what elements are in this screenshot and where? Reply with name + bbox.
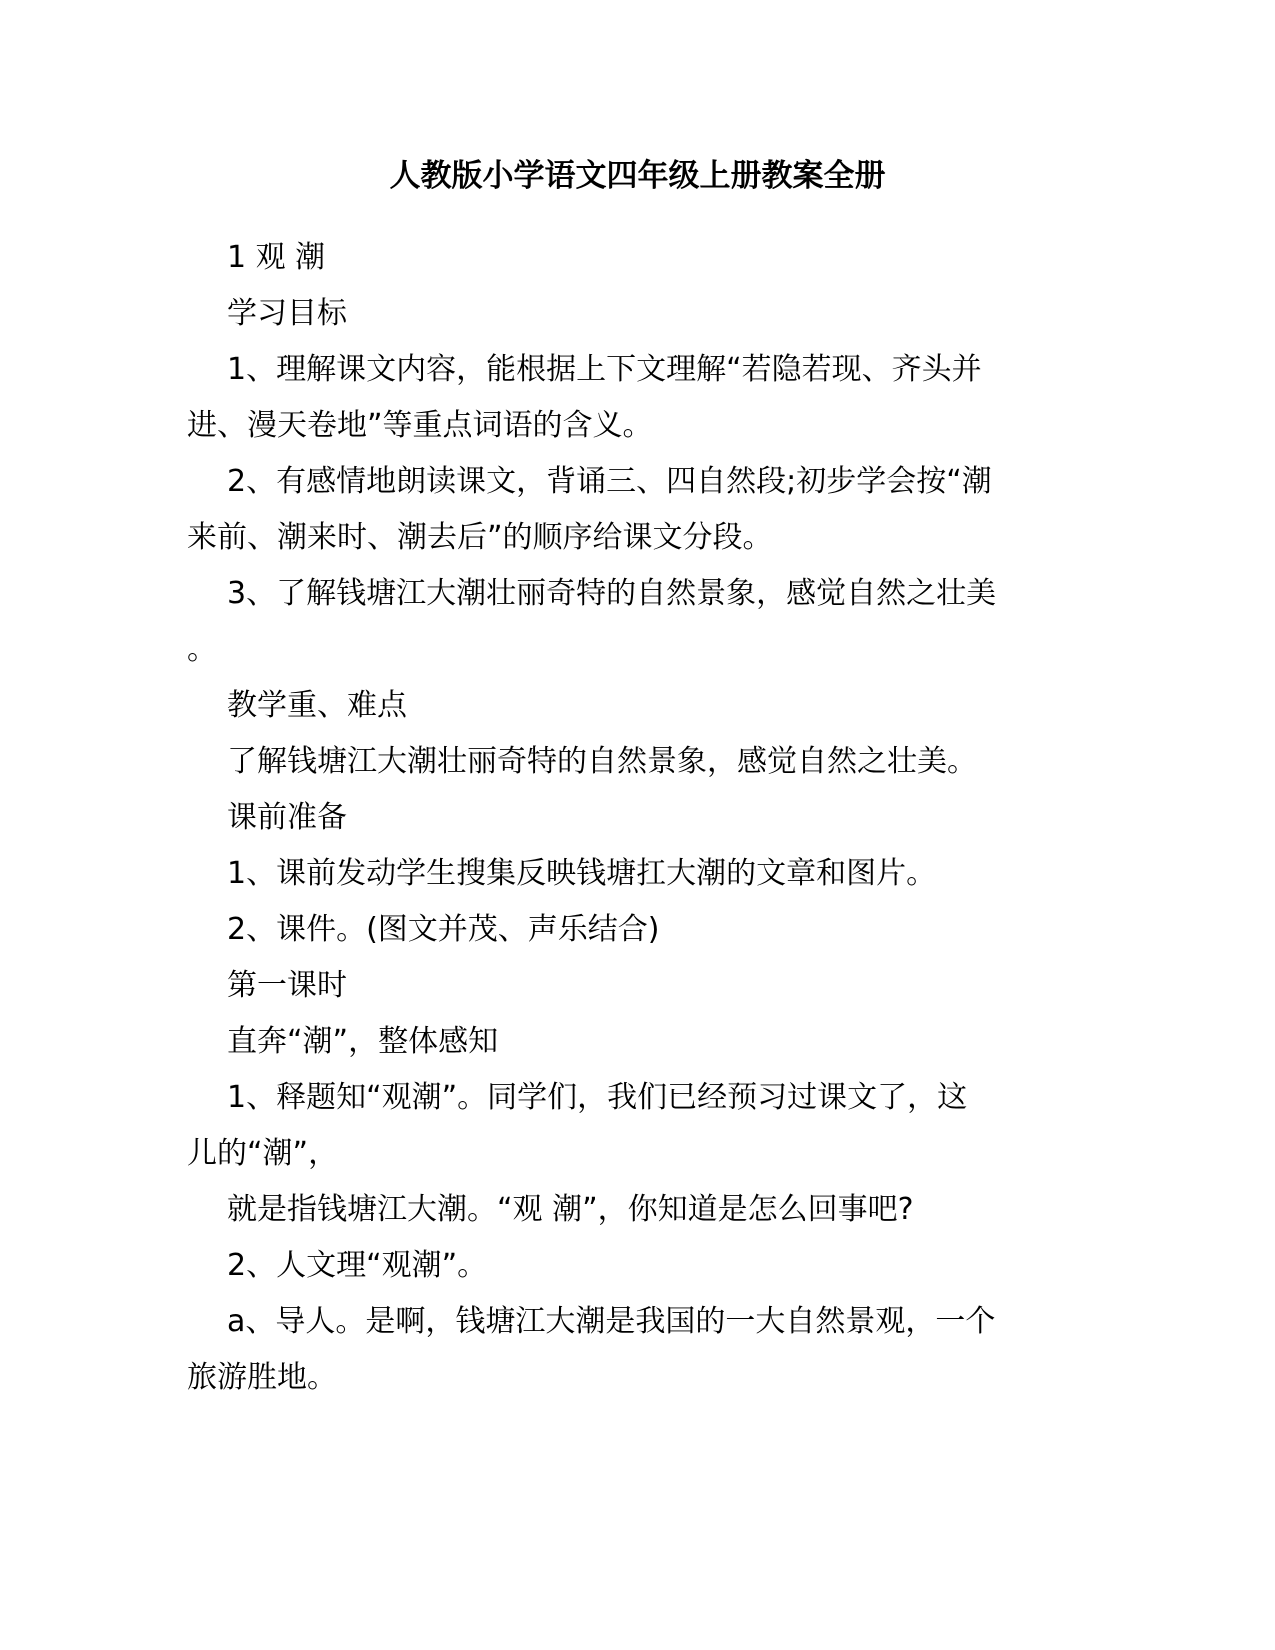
paragraph-line: 1、释题知“观潮”。同学们，我们已经预习过课文了，这 — [227, 1080, 968, 1115]
paragraph-line: 就是指钱塘江大潮。“观 潮”，你知道是怎么回事吧? — [227, 1192, 914, 1227]
paragraph-line: 儿的“潮”， — [187, 1136, 339, 1171]
paragraph-line: 2、有感情地朗读课文，背诵三、四自然段;初步学会按“潮 — [227, 464, 992, 499]
section-heading-preparation: 课前准备 — [227, 800, 347, 835]
paragraph-line: 2、课件。(图文并茂、声乐结合) — [227, 912, 660, 947]
paragraph-line: 1、理解课文内容，能根据上下文理解“若隐若现、齐头并 — [227, 352, 982, 387]
paragraph-line: 了解钱塘江大潮壮丽奇特的自然景象，感觉自然之壮美。 — [227, 744, 977, 779]
paragraph-line: 。 — [187, 632, 217, 667]
document-title: 人教版小学语文四年级上册教案全册 — [389, 158, 886, 194]
paragraph-line: 直奔“潮”，整体感知 — [227, 1024, 499, 1059]
section-heading-first-lesson: 第一课时 — [227, 968, 347, 1003]
paragraph-line: a、导人。是啊，钱塘江大潮是我国的一大自然景观，一个 — [227, 1304, 996, 1339]
paragraph-line: 3、了解钱塘江大潮壮丽奇特的自然景象，感觉自然之壮美 — [227, 576, 997, 611]
section-heading-key-points: 教学重、难点 — [227, 688, 407, 723]
document-body — [187, 230, 1087, 1406]
paragraph-line: 2、人文理“观潮”。 — [227, 1248, 488, 1283]
lesson-heading: 1 观 潮 — [227, 240, 326, 275]
section-heading-objectives: 学习目标 — [227, 296, 347, 331]
paragraph-line: 进、漫天卷地”等重点词语的含义。 — [187, 408, 653, 443]
paragraph-line: 来前、潮来时、潮去后”的顺序给课文分段。 — [187, 520, 773, 555]
paragraph-line: 旅游胜地。 — [187, 1360, 337, 1395]
paragraph-line: 1、课前发动学生搜集反映钱塘扛大潮的文章和图片。 — [227, 856, 937, 891]
